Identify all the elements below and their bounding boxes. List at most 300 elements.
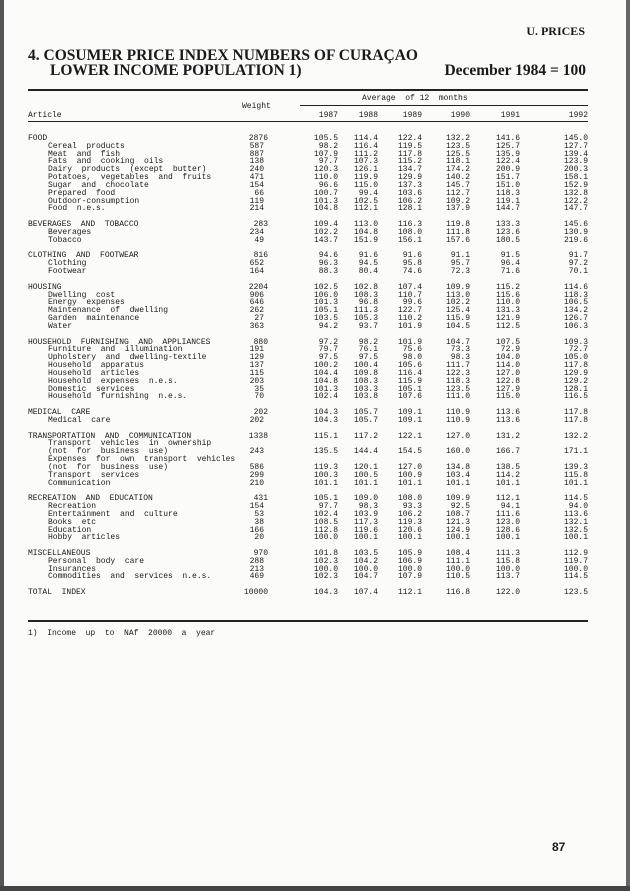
index-cell-1992: 130.9 xyxy=(563,227,588,237)
index-cell-1990: 92.5 xyxy=(450,502,470,511)
index-cell-1992: 114.5 xyxy=(563,572,588,582)
weight-cell: 816 xyxy=(253,251,268,261)
index-cell-1990: 110.9 xyxy=(445,415,470,425)
index-cell-1992: 70.1 xyxy=(568,267,588,277)
index-cell-1992: 219.6 xyxy=(563,235,588,245)
index-cell-1992: 112.9 xyxy=(563,548,588,558)
article-label: Medical care xyxy=(48,415,111,425)
index-cell-1988: 103.9 xyxy=(353,509,378,519)
article-label: Expenses for own transport vehicles xyxy=(48,455,236,465)
index-cell-1992: 100.1 xyxy=(563,533,588,543)
index-cell-1987: 88.3 xyxy=(318,267,338,277)
weight-cell: 38 xyxy=(254,517,264,527)
weight-cell: 586 xyxy=(249,462,264,472)
weight-cell: 137 xyxy=(249,361,264,371)
index-cell-1989: 100.0 xyxy=(397,564,422,574)
index-cell-1992: 200.3 xyxy=(563,165,588,175)
index-cell-1991: 100.1 xyxy=(495,533,520,543)
index-cell-1988: 102.5 xyxy=(353,196,378,206)
index-cell-1987: 97.7 xyxy=(318,502,338,511)
index-cell-1991: 113.6 xyxy=(495,408,520,418)
weight-cell: 119 xyxy=(249,196,264,206)
index-cell-1988: 105.3 xyxy=(353,314,378,324)
article-label: Dwelling cost xyxy=(48,290,116,300)
index-cell-1988: 91.6 xyxy=(358,251,378,261)
index-cell-1991: 122.0 xyxy=(495,588,520,598)
index-cell-1987: 143.7 xyxy=(313,235,338,245)
article-label: FOOD xyxy=(28,134,48,143)
year-header: 1990 xyxy=(450,111,470,120)
footnote: 1) Income up to NAf 20000 a year xyxy=(28,629,216,638)
article-label: Meat and fish xyxy=(48,149,121,159)
index-cell-1992: 117.8 xyxy=(563,415,588,425)
index-cell-1991: 113.6 xyxy=(495,415,520,425)
index-cell-1990: 121.3 xyxy=(445,517,470,527)
index-cell-1988: 109.8 xyxy=(353,368,378,378)
index-cell-1991: 115.0 xyxy=(495,392,520,402)
year-header: 1991 xyxy=(500,111,520,120)
index-cell-1992: 118.3 xyxy=(563,290,588,300)
index-cell-1992: 126.7 xyxy=(563,314,588,324)
index-cell-1990: 132.2 xyxy=(445,134,470,143)
index-cell-1991: 114.2 xyxy=(495,470,520,480)
table-row xyxy=(0,393,630,401)
weight-cell: 2204 xyxy=(248,282,268,292)
index-cell-1988: 98.2 xyxy=(358,337,378,347)
table-row xyxy=(0,237,630,245)
index-cell-1991: 112.1 xyxy=(495,494,520,504)
index-cell-1991: 101.1 xyxy=(495,478,520,488)
index-cell-1987: 101.1 xyxy=(313,478,338,488)
article-label: BEVERAGES AND TOBACCO xyxy=(28,220,139,230)
index-cell-1989: 98.0 xyxy=(402,353,422,363)
index-cell-1989: 100.9 xyxy=(397,470,422,480)
total-row xyxy=(0,589,630,597)
index-cell-1988: 96.8 xyxy=(358,298,378,308)
article-label: Prepared food xyxy=(48,188,116,198)
index-cell-1992: 122.2 xyxy=(563,196,588,206)
index-cell-1990: 100.0 xyxy=(445,564,470,574)
table-title: 4. COSUMER PRICE INDEX NUMBERS OF CURAÇAO xyxy=(28,47,418,64)
weight-cell: 234 xyxy=(249,227,264,237)
index-cell-1988: 104.8 xyxy=(353,227,378,237)
weight-cell: 49 xyxy=(254,235,264,245)
index-cell-1990: 103.4 xyxy=(445,470,470,480)
weight-cell: 431 xyxy=(253,494,268,504)
weight-cell: 2876 xyxy=(248,134,268,143)
weight-cell: 203 xyxy=(249,376,264,386)
index-cell-1991: 115.6 xyxy=(495,290,520,300)
year-header: 1987 xyxy=(318,111,338,120)
index-cell-1992: 119.7 xyxy=(563,556,588,566)
index-cell-1989: 119.5 xyxy=(397,141,422,151)
article-label: RECREATION AND EDUCATION xyxy=(28,494,153,504)
index-cell-1991: 123.6 xyxy=(495,227,520,237)
index-cell-1988: 103.3 xyxy=(353,384,378,394)
index-cell-1990: 109.9 xyxy=(445,494,470,504)
index-cell-1987: 102.3 xyxy=(313,556,338,566)
index-cell-1990: 145.7 xyxy=(445,180,470,190)
index-cell-1988: 113.0 xyxy=(353,220,378,230)
top-rule xyxy=(28,89,588,91)
index-cell-1987: 102.5 xyxy=(313,282,338,292)
index-cell-1987: 100.0 xyxy=(313,564,338,574)
index-cell-1992: 116.5 xyxy=(563,392,588,402)
article-label: MISCELLANEOUS xyxy=(28,548,91,558)
page-number: 87 xyxy=(552,840,566,854)
index-cell-1991: 121.9 xyxy=(495,314,520,324)
index-cell-1990: 125.4 xyxy=(445,306,470,316)
index-cell-1990: 110.5 xyxy=(445,572,470,582)
article-label: Potatoes, vegetables and fruits xyxy=(48,173,212,183)
index-cell-1992: 132.5 xyxy=(563,525,588,535)
article-label: Education xyxy=(48,525,92,535)
index-cell-1989: 129.9 xyxy=(397,173,422,183)
weight-cell: 154 xyxy=(249,180,264,190)
article-label: Energy expenses xyxy=(48,298,125,308)
index-cell-1987: 104.3 xyxy=(313,408,338,418)
index-cell-1991: 94.1 xyxy=(500,502,520,511)
index-cell-1987: 105.1 xyxy=(313,494,338,504)
index-cell-1990: 118.1 xyxy=(445,157,470,167)
index-cell-1990: 157.6 xyxy=(445,235,470,245)
index-cell-1988: 104.7 xyxy=(353,572,378,582)
index-cell-1987: 94.6 xyxy=(318,251,338,261)
index-cell-1987: 97.5 xyxy=(318,353,338,363)
index-cell-1990: 174.2 xyxy=(445,165,470,175)
index-cell-1992: 106.5 xyxy=(563,298,588,308)
article-label: HOUSING xyxy=(28,282,62,292)
index-cell-1987: 96.3 xyxy=(318,259,338,269)
index-cell-1988: 115.0 xyxy=(353,180,378,190)
index-cell-1987: 120.3 xyxy=(313,165,338,175)
column-group-header: Average of 12 months xyxy=(362,94,468,103)
article-label: CLOTHING AND FOOTWEAR xyxy=(28,251,139,261)
index-cell-1988: 103.5 xyxy=(353,548,378,558)
index-cell-1992: 117.8 xyxy=(563,361,588,371)
index-cell-1992: 106.3 xyxy=(563,321,588,331)
article-label: Household furnishing n.e.s. xyxy=(48,392,188,402)
index-cell-1991: 112.5 xyxy=(495,321,520,331)
index-cell-1987: 103.5 xyxy=(313,314,338,324)
index-cell-1992: 123.5 xyxy=(563,588,588,598)
article-label: Fats and cooking oils xyxy=(48,157,164,167)
index-cell-1989: 109.1 xyxy=(397,408,422,418)
article-label: Garden maintenance xyxy=(48,314,140,324)
article-label: Household expenses n.e.s. xyxy=(48,376,178,386)
index-cell-1991: 104.0 xyxy=(495,353,520,363)
weight-cell: 10000 xyxy=(243,588,268,598)
index-cell-1989: 117.8 xyxy=(397,149,422,159)
table-row xyxy=(0,315,630,323)
index-cell-1992: 128.1 xyxy=(563,384,588,394)
index-cell-1987: 100.3 xyxy=(313,470,338,480)
index-cell-1991: 91.5 xyxy=(500,251,520,261)
index-cell-1988: 100.5 xyxy=(353,470,378,480)
index-cell-1991: 122.4 xyxy=(495,157,520,167)
weight-cell: 887 xyxy=(249,149,264,159)
weight-cell: 213 xyxy=(249,564,264,574)
table-row xyxy=(0,268,630,276)
index-cell-1990: 101.1 xyxy=(445,478,470,488)
index-cell-1991: 127.0 xyxy=(495,368,520,378)
index-cell-1987: 101.3 xyxy=(313,196,338,206)
index-cell-1988: 107.3 xyxy=(353,157,378,167)
index-cell-1991: 133.3 xyxy=(495,220,520,230)
article-label: TOTAL INDEX xyxy=(28,588,86,598)
scan-edge-bottom xyxy=(0,886,630,891)
index-cell-1987: 104.4 xyxy=(313,368,338,378)
index-cell-1988: 80.4 xyxy=(358,267,378,277)
index-cell-1990: 111.8 xyxy=(445,227,470,237)
index-cell-1989: 101.1 xyxy=(397,478,422,488)
index-cell-1988: 94.5 xyxy=(358,259,378,269)
article-label: Transport vehicles in ownership xyxy=(48,439,212,449)
index-cell-1988: 98.3 xyxy=(358,502,378,511)
index-cell-1987: 101.3 xyxy=(313,298,338,308)
index-cell-1987: 104.8 xyxy=(313,376,338,386)
index-cell-1991: 131.3 xyxy=(495,306,520,316)
index-cell-1992: 97.2 xyxy=(568,259,588,269)
weight-cell: 154 xyxy=(249,502,264,511)
index-cell-1991: 144.7 xyxy=(495,204,520,214)
index-cell-1989: 95.8 xyxy=(402,259,422,269)
index-cell-1989: 156.1 xyxy=(397,235,422,245)
index-cell-1989: 119.3 xyxy=(397,517,422,527)
index-cell-1990: 125.5 xyxy=(445,149,470,159)
weight-cell: 164 xyxy=(249,267,264,277)
index-cell-1990: 113.0 xyxy=(445,290,470,300)
article-label: Food n.e.s. xyxy=(48,204,106,214)
index-cell-1989: 154.5 xyxy=(397,447,422,457)
index-cell-1991: 114.0 xyxy=(495,361,520,371)
index-cell-1990: 115.9 xyxy=(445,314,470,324)
table-row xyxy=(0,323,630,331)
index-cell-1989: 100.1 xyxy=(397,533,422,543)
index-cell-1989: 74.6 xyxy=(402,267,422,277)
index-cell-1992: 114.5 xyxy=(563,494,588,504)
index-cell-1988: 126.1 xyxy=(353,165,378,175)
index-cell-1992: 115.8 xyxy=(563,470,588,480)
article-label: Domestic services xyxy=(48,384,135,394)
index-cell-1990: 123.5 xyxy=(445,141,470,151)
article-label: Upholstery and dwelling-textile xyxy=(48,353,207,363)
index-cell-1992: 129.2 xyxy=(563,376,588,386)
index-cell-1992: 152.9 xyxy=(563,180,588,190)
index-cell-1992: 100.0 xyxy=(563,564,588,574)
table-row xyxy=(0,480,630,488)
index-cell-1987: 110.0 xyxy=(313,173,338,183)
index-cell-1989: 110.2 xyxy=(397,314,422,324)
index-cell-1989: 105.1 xyxy=(397,384,422,394)
index-cell-1991: 71.6 xyxy=(500,267,520,277)
index-cell-1987: 102.3 xyxy=(313,572,338,582)
index-cell-1988: 119.6 xyxy=(353,525,378,535)
index-cell-1987: 106.0 xyxy=(313,290,338,300)
index-cell-1989: 75.6 xyxy=(402,345,422,355)
weight-cell: 646 xyxy=(249,298,264,308)
weight-cell: 471 xyxy=(249,173,264,183)
index-cell-1989: 91.6 xyxy=(402,251,422,261)
index-cell-1990: 111.7 xyxy=(445,361,470,371)
index-cell-1988: 108.3 xyxy=(353,290,378,300)
index-cell-1988: 144.4 xyxy=(353,447,378,457)
index-cell-1990: 112.7 xyxy=(445,188,470,198)
index-cell-1989: 122.1 xyxy=(397,431,422,441)
index-cell-1989: 107.6 xyxy=(397,392,422,402)
article-label: (not for business use) xyxy=(48,462,169,472)
index-cell-1990: 119.8 xyxy=(445,220,470,230)
index-cell-1992: 139.4 xyxy=(563,149,588,159)
index-cell-1992: 147.7 xyxy=(563,204,588,214)
weight-cell: 66 xyxy=(254,188,264,198)
index-cell-1989: 101.9 xyxy=(397,337,422,347)
index-cell-1991: 131.2 xyxy=(495,431,520,441)
index-cell-1991: 122.8 xyxy=(495,376,520,386)
weight-cell: 587 xyxy=(249,141,264,151)
index-cell-1988: 111.2 xyxy=(353,149,378,159)
index-cell-1987: 112.8 xyxy=(313,525,338,535)
index-cell-1988: 105.7 xyxy=(353,408,378,418)
index-cell-1988: 102.8 xyxy=(353,282,378,292)
index-cell-1989: 105.6 xyxy=(397,361,422,371)
index-cell-1992: 132.1 xyxy=(563,517,588,527)
index-cell-1988: 101.1 xyxy=(353,478,378,488)
article-label: Insurances xyxy=(48,564,97,574)
index-cell-1991: 111.3 xyxy=(495,548,520,558)
article-label: Household articles xyxy=(48,368,140,378)
index-cell-1990: 108.4 xyxy=(445,548,470,558)
weight-cell: 20 xyxy=(254,533,264,543)
index-cell-1988: 100.0 xyxy=(353,564,378,574)
index-cell-1989: 116.4 xyxy=(397,368,422,378)
index-cell-1991: 111.6 xyxy=(495,509,520,519)
index-cell-1988: 107.4 xyxy=(353,588,378,598)
table-subtitle: LOWER INCOME POPULATION 1) xyxy=(50,62,302,79)
index-cell-1990: 116.8 xyxy=(445,588,470,598)
weight-cell: 210 xyxy=(249,478,264,488)
weight-cell: 469 xyxy=(249,572,264,582)
article-label: Hobby articles xyxy=(48,533,121,543)
article-label: Outdoor-consumption xyxy=(48,196,140,206)
index-cell-1988: 151.9 xyxy=(353,235,378,245)
index-cell-1990: 122.3 xyxy=(445,368,470,378)
weight-cell: 166 xyxy=(249,525,264,535)
index-cell-1990: 109.9 xyxy=(445,282,470,292)
weight-cell: 283 xyxy=(253,220,268,230)
article-label: Household apparatus xyxy=(48,361,145,371)
index-cell-1991: 135.9 xyxy=(495,149,520,159)
index-cell-1989: 109.1 xyxy=(397,415,422,425)
index-cell-1989: 137.3 xyxy=(397,180,422,190)
index-cell-1990: 91.1 xyxy=(450,251,470,261)
index-cell-1992: 127.7 xyxy=(563,141,588,151)
index-cell-1987: 119.3 xyxy=(313,462,338,472)
index-cell-1987: 102.4 xyxy=(313,392,338,402)
index-cell-1992: 132.8 xyxy=(563,188,588,198)
index-cell-1991: 125.7 xyxy=(495,141,520,151)
weight-cell: 214 xyxy=(249,204,264,214)
index-cell-1992: 72.7 xyxy=(568,345,588,355)
weight-cell: 202 xyxy=(253,408,268,418)
article-label: Entertainment and culture xyxy=(48,509,178,519)
weight-cell: 115 xyxy=(249,368,264,378)
section-row xyxy=(0,252,630,260)
index-cell-1989: 93.3 xyxy=(402,502,422,511)
article-label: Communication xyxy=(48,478,111,488)
weight-cell: 299 xyxy=(249,470,264,480)
index-cell-1988: 116.4 xyxy=(353,141,378,151)
index-cell-1988: 104.2 xyxy=(353,556,378,566)
index-cell-1988: 112.1 xyxy=(353,204,378,214)
article-label: HOUSEHOLD FURNISHING AND APPLIANCES xyxy=(28,337,211,347)
weight-cell: 363 xyxy=(249,321,264,331)
index-cell-1987: 109.4 xyxy=(313,220,338,230)
index-cell-1992: 158.1 xyxy=(563,173,588,183)
index-cell-1990: 111.1 xyxy=(445,556,470,566)
index-cell-1987: 102.4 xyxy=(313,509,338,519)
index-cell-1991: 115.8 xyxy=(495,556,520,566)
weight-cell: 191 xyxy=(249,345,264,355)
index-cell-1989: 134.7 xyxy=(397,165,422,175)
weight-cell: 652 xyxy=(249,259,264,269)
index-cell-1991: 115.2 xyxy=(495,282,520,292)
index-cell-1987: 104.3 xyxy=(313,415,338,425)
index-cell-1989: 108.0 xyxy=(397,494,422,504)
index-cell-1991: 166.7 xyxy=(495,447,520,457)
index-cell-1992: 132.2 xyxy=(563,431,588,441)
index-cell-1992: 129.9 xyxy=(563,368,588,378)
index-cell-1991: 151.7 xyxy=(495,173,520,183)
year-header: 1988 xyxy=(358,111,378,120)
index-cell-1991: 200.9 xyxy=(495,165,520,175)
index-cell-1988: 108.3 xyxy=(353,376,378,386)
index-cell-1990: 127.0 xyxy=(445,431,470,441)
index-cell-1990: 109.2 xyxy=(445,196,470,206)
index-cell-1989: 101.9 xyxy=(397,321,422,331)
article-label: Personal body care xyxy=(48,556,145,566)
index-cell-1988: 76.1 xyxy=(358,345,378,355)
index-cell-1990: 102.2 xyxy=(445,298,470,308)
index-cell-1992: 114.6 xyxy=(563,282,588,292)
index-cell-1988: 100.4 xyxy=(353,361,378,371)
index-cell-1991: 72.9 xyxy=(500,345,520,355)
weight-cell: 240 xyxy=(249,165,264,175)
index-cell-1991: 128.6 xyxy=(495,525,520,535)
table-row xyxy=(0,534,630,542)
weight-cell: 1338 xyxy=(248,431,268,441)
weight-cell: 70 xyxy=(254,392,264,402)
index-cell-1989: 110.7 xyxy=(397,290,422,300)
article-label: Footwear xyxy=(48,267,87,277)
table-row xyxy=(0,573,630,581)
index-cell-1987: 104.3 xyxy=(313,588,338,598)
index-cell-1988: 120.1 xyxy=(353,462,378,472)
index-cell-1992: 101.1 xyxy=(563,478,588,488)
index-cell-1990: 72.3 xyxy=(450,267,470,277)
index-cell-1989: 107.9 xyxy=(397,572,422,582)
index-cell-1988: 117.3 xyxy=(353,517,378,527)
index-cell-1991: 138.5 xyxy=(495,462,520,472)
index-cell-1988: 111.3 xyxy=(353,306,378,316)
index-cell-1991: 141.6 xyxy=(495,134,520,143)
weight-cell: 138 xyxy=(249,157,264,167)
weight-cell: 27 xyxy=(254,314,264,324)
index-cell-1991: 119.1 xyxy=(495,196,520,206)
article-label: MEDICAL CARE xyxy=(28,408,91,418)
index-cell-1989: 106.9 xyxy=(397,556,422,566)
index-cell-1990: 110.9 xyxy=(445,408,470,418)
